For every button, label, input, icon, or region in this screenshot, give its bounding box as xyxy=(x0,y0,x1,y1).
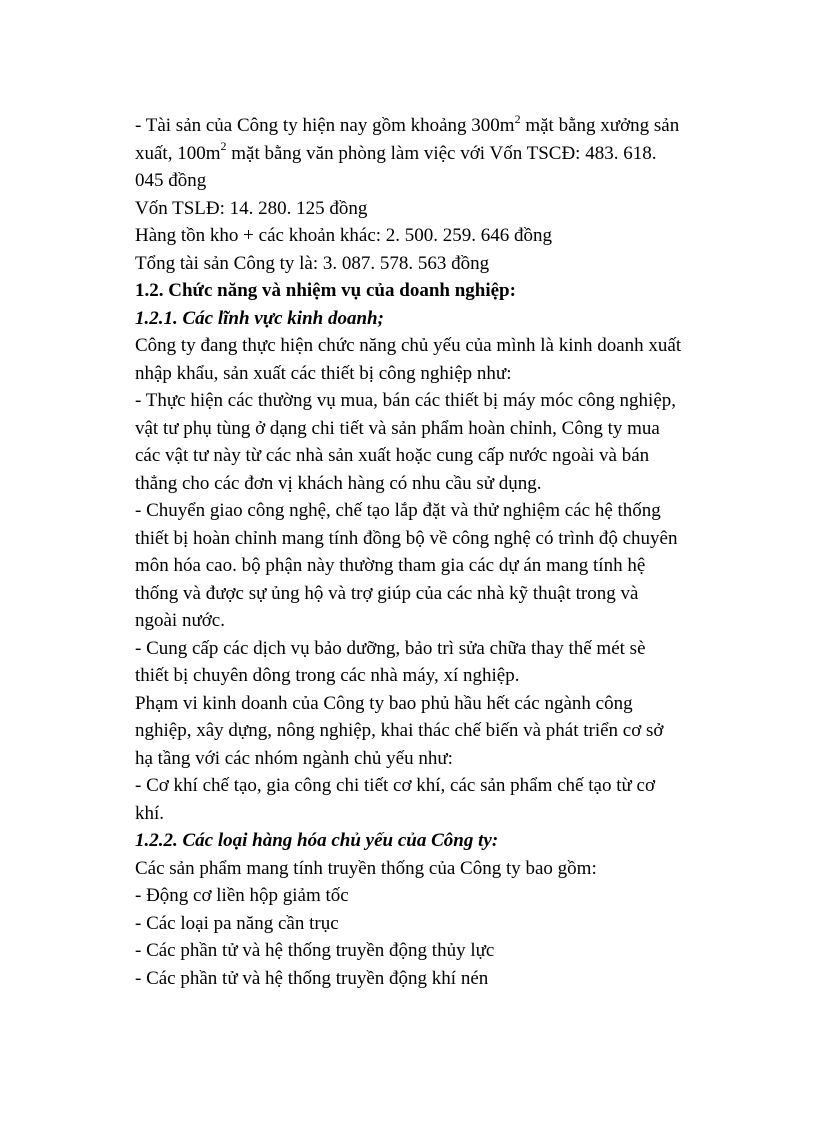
text-line xyxy=(135,140,735,168)
text-segment: môn hóa cao. bộ phận này thường tham gia các dự án mang tính hệ xyxy=(135,555,646,576)
text-segment: mặt bằng văn phòng làm việc với Vốn TSCĐ: 483. 618. xyxy=(226,142,657,164)
text-segment: thiết bị chuyên dông trong các nhà máy, xí nghiệp. xyxy=(135,665,520,686)
text-segment: vật tư phụ tùng ở dạng chi tiết và sản phẩm hoàn chỉnh, Công ty mua xyxy=(135,417,660,439)
text-line xyxy=(135,470,735,498)
text-segment: - Chuyển giao công nghệ, chế tạo lắp đặt và thử nghiệm các hệ thống xyxy=(135,500,661,521)
text-line xyxy=(135,415,735,443)
subsection-heading xyxy=(135,305,735,333)
text-line xyxy=(135,690,735,718)
text-segment: thống và được sự ủng hộ và trợ giúp của các nhà kỹ thuật trong và xyxy=(135,582,639,604)
text-segment: - Động cơ liền hộp giảm tốc xyxy=(135,885,349,906)
text-segment: thẳng cho các đơn vị khách hàng có nhu cầu sử dụng. xyxy=(135,472,542,494)
text-segment: các vật tư này từ các nhà sản xuất hoặc cung cấp nước ngoài và bán xyxy=(135,445,650,466)
superscript: 2 xyxy=(220,139,227,154)
text-segment: nghiệp, xây dựng, nông nghiệp, khai thác chế biến và phát triển cơ sở xyxy=(135,720,664,741)
text-segment: - Các phần tử và hệ thống truyền động khí nén xyxy=(135,967,489,989)
text-line xyxy=(135,607,735,635)
text-line xyxy=(135,882,735,910)
text-segment: nhập khẩu, sản xuất các thiết bị công nghiệp như: xyxy=(135,362,512,384)
text-segment: 045 đồng xyxy=(135,170,207,191)
text-line xyxy=(135,635,735,663)
text-line xyxy=(135,442,735,470)
text-segment: khí. xyxy=(135,802,165,824)
text-line xyxy=(135,112,735,140)
text-segment: 1.2.2. Các loại hàng hóa chủ yếu của Công ty: xyxy=(135,830,499,851)
text-line xyxy=(135,360,735,388)
text-segment: - Các loại pa năng cần trục xyxy=(135,912,339,934)
text-line xyxy=(135,772,735,800)
text-segment: - Các phần tử và hệ thống truyền động thủy lực xyxy=(135,940,495,961)
text-segment: Phạm vi kinh doanh của Công ty bao phủ hầu hết các ngành công xyxy=(135,692,633,714)
text-line xyxy=(135,250,735,278)
text-segment: Vốn TSLĐ: 14. 280. 125 đồng xyxy=(135,197,368,219)
text-line xyxy=(135,662,735,690)
text-line xyxy=(135,222,735,250)
text-line xyxy=(135,195,735,223)
text-line xyxy=(135,525,735,553)
text-line xyxy=(135,745,735,773)
text-segment: thiết bị hoàn chỉnh mang tính đồng bộ về công nghệ có trình độ chuyên xyxy=(135,527,678,549)
text-line xyxy=(135,332,735,360)
text-line xyxy=(135,387,735,415)
text-line xyxy=(135,497,735,525)
section-heading xyxy=(135,277,735,305)
text-segment: hạ tầng với các nhóm ngành chủ yếu như: xyxy=(135,747,453,769)
text-segment: - Cung cấp các dịch vụ bảo dưỡng, bảo trì sửa chữa thay thế mét sè xyxy=(135,637,646,659)
text-line xyxy=(135,167,735,195)
text-segment: mặt bằng xưởng sản xyxy=(520,115,680,136)
text-line xyxy=(135,910,735,938)
text-segment: xuất, 100m xyxy=(135,142,221,164)
text-line xyxy=(135,717,735,745)
text-segment: Các sản phẩm mang tính truyền thống của Công ty bao gồm: xyxy=(135,857,597,879)
superscript: 2 xyxy=(514,111,521,126)
text-segment: ngoài nước. xyxy=(135,610,225,631)
text-line xyxy=(135,965,735,993)
text-line xyxy=(135,937,735,965)
document-page xyxy=(135,112,735,992)
text-line xyxy=(135,855,735,883)
text-segment: - Thực hiện các thường vụ mua, bán các thiết bị máy móc công nghiệp, xyxy=(135,390,677,411)
text-segment: Công ty đang thực hiện chức năng chủ yếu của mình là kinh doanh xuất xyxy=(135,335,682,356)
subsection-heading xyxy=(135,827,735,855)
text-segment: - Cơ khí chế tạo, gia công chi tiết cơ khí, các sản phẩm chế tạo từ cơ xyxy=(135,775,656,796)
text-segment: - Tài sản của Công ty hiện nay gồm khoảng 300m xyxy=(135,115,515,136)
text-line xyxy=(135,800,735,828)
text-line xyxy=(135,580,735,608)
text-segment: Hàng tồn kho + các khoản khác: 2. 500. 259. 646 đồng xyxy=(135,225,553,246)
text-line xyxy=(135,552,735,580)
text-segment: 1.2.1. Các lĩnh vực kinh doanh; xyxy=(135,307,384,329)
text-segment: Tổng tài sản Công ty là: 3. 087. 578. 563 đồng xyxy=(135,252,490,274)
text-segment: 1.2. Chức năng và nhiệm vụ của doanh nghiệp: xyxy=(135,280,516,301)
